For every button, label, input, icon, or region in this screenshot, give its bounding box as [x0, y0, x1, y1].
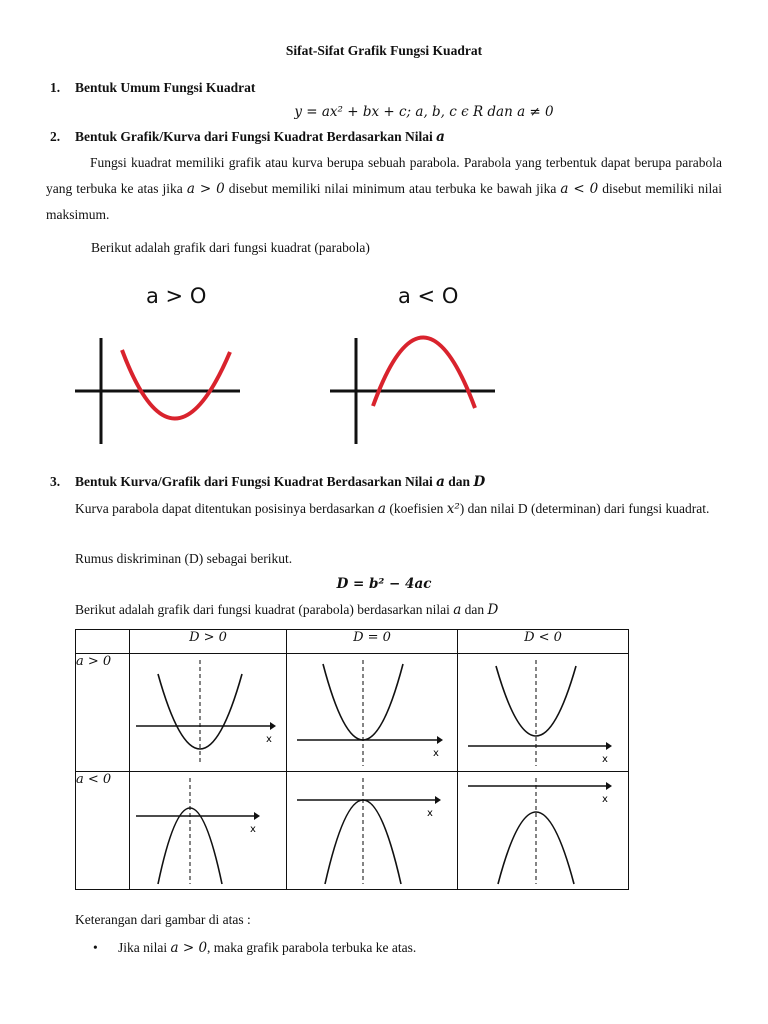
para-math-1: a > 0: [186, 181, 225, 197]
graph-a-neg-d-neg: [458, 772, 629, 890]
para-math-2: a < 0: [560, 181, 599, 197]
axis-x-label: x: [602, 794, 608, 805]
parabola-cases-table: [75, 629, 629, 890]
table-intro: [75, 602, 498, 618]
section-3-heading-text: Bentuk Kurva/Grafik dari Fungsi Kuadrat Berdasarkan Nilai: [75, 474, 433, 489]
cell-a-pos-d-neg: [458, 654, 629, 772]
section-3-heading-var1: a: [436, 474, 445, 490]
general-form-formula: y = ax² + bx + c; a, b, c ϵ R dan a ≠ 0: [294, 104, 554, 120]
table-intro-var2: D: [487, 602, 499, 618]
page-title: Sifat-Sifat Grafik Fungsi Kuadrat: [285, 43, 483, 58]
para-part-3: disebut memiliki nilai maksimum.: [46, 181, 723, 222]
label-a-negative: a < O: [398, 284, 459, 308]
s3-line-part-a: Kurva parabola dapat ditentukan posisinya berdasarkan: [75, 501, 375, 516]
section-2-paragraph: [46, 150, 722, 228]
col-header-d-negative: D < 0: [458, 630, 629, 654]
graph-a-neg-d-zero: [287, 772, 458, 890]
bullet-dot: •: [93, 940, 98, 955]
graph-a-pos-d-pos: [130, 654, 287, 772]
section-3-heading-and: dan: [448, 474, 471, 489]
bullet-text-a: Jika nilai: [118, 940, 168, 955]
section-1-heading: Bentuk Umum Fungsi Kuadrat: [75, 80, 256, 95]
s3-line-x2: x²: [446, 501, 460, 517]
row-header-a-negative: a < 0: [76, 772, 130, 890]
upward-parabola-curve: [122, 350, 230, 419]
table-intro-and: dan: [464, 602, 485, 617]
label-a-positive: a > O: [146, 284, 207, 308]
table-intro-text: Berikut adalah grafik dari fungsi kuadrat (parabola) berdasarkan nilai: [75, 602, 450, 617]
section-2-heading-var: a: [436, 129, 445, 145]
section-3-heading: [75, 474, 485, 490]
cell-a-pos-d-pos: [130, 654, 287, 772]
section-3-heading-var2: D: [473, 474, 486, 490]
graph-a-neg-d-pos: [130, 772, 287, 890]
axis-x-label: x: [427, 808, 433, 819]
s3-line-part-b: (koefisien: [389, 501, 444, 516]
discriminant-intro: Rumus diskriminan (D) sebagai berikut.: [75, 551, 293, 566]
section-1-number: 1.: [50, 80, 61, 95]
col-header-d-positive: D > 0: [130, 630, 287, 654]
axis-x-label: x: [433, 748, 439, 759]
keterangan-heading: Keterangan dari gambar di atas :: [75, 912, 251, 927]
parabola-upward-graph: [70, 330, 250, 450]
graph-a-pos-d-zero: [287, 654, 458, 772]
graph-intro-text: Berikut adalah grafik dari fungsi kuadrat (parabola): [91, 240, 370, 255]
section-3-paragraph: [75, 496, 722, 522]
cell-a-neg-d-pos: [130, 772, 287, 890]
para-part-1: Fungsi kuadrat memiliki grafik atau kurva berupa sebuah parabola. Parabola yang terbentuk dapat berupa parabola yang terbuka ke atas jika: [46, 155, 722, 196]
col-header-d-zero: D = 0: [287, 630, 458, 654]
axis-x-label: x: [250, 824, 256, 835]
parabola-downward-graph: [325, 330, 505, 450]
s3-line-part-c: ) dan nilai D (determinan) dari fungsi kuadrat.: [459, 501, 710, 516]
row-header-a-positive: a > 0: [76, 654, 130, 772]
bullet-text-b: , maka grafik parabola terbuka ke atas.: [207, 940, 417, 955]
cell-a-neg-d-zero: [287, 772, 458, 890]
bullet-math: a > 0: [170, 940, 208, 956]
para-part-2: disebut memiliki nilai minimum atau terbuka ke bawah jika: [228, 181, 557, 196]
axis-x-label: x: [602, 754, 608, 765]
table-corner-cell: [76, 630, 130, 654]
section-3-number: 3.: [50, 474, 61, 489]
cell-a-pos-d-zero: [287, 654, 458, 772]
axis-x-label: x: [266, 734, 272, 745]
table-intro-var1: a: [453, 602, 462, 618]
section-2-heading-text: Bentuk Grafik/Kurva dari Fungsi Kuadrat Berdasarkan Nilai: [75, 129, 433, 144]
s3-line-var: a: [377, 501, 386, 517]
section-2-heading: [75, 129, 445, 145]
downward-parabola-curve: [373, 337, 475, 408]
discriminant-formula: D = b² − 4ac: [336, 576, 432, 592]
section-2-number: 2.: [50, 129, 61, 144]
bullet-item: [118, 940, 416, 956]
cell-a-neg-d-neg: [458, 772, 629, 890]
graph-a-pos-d-neg: [458, 654, 629, 772]
